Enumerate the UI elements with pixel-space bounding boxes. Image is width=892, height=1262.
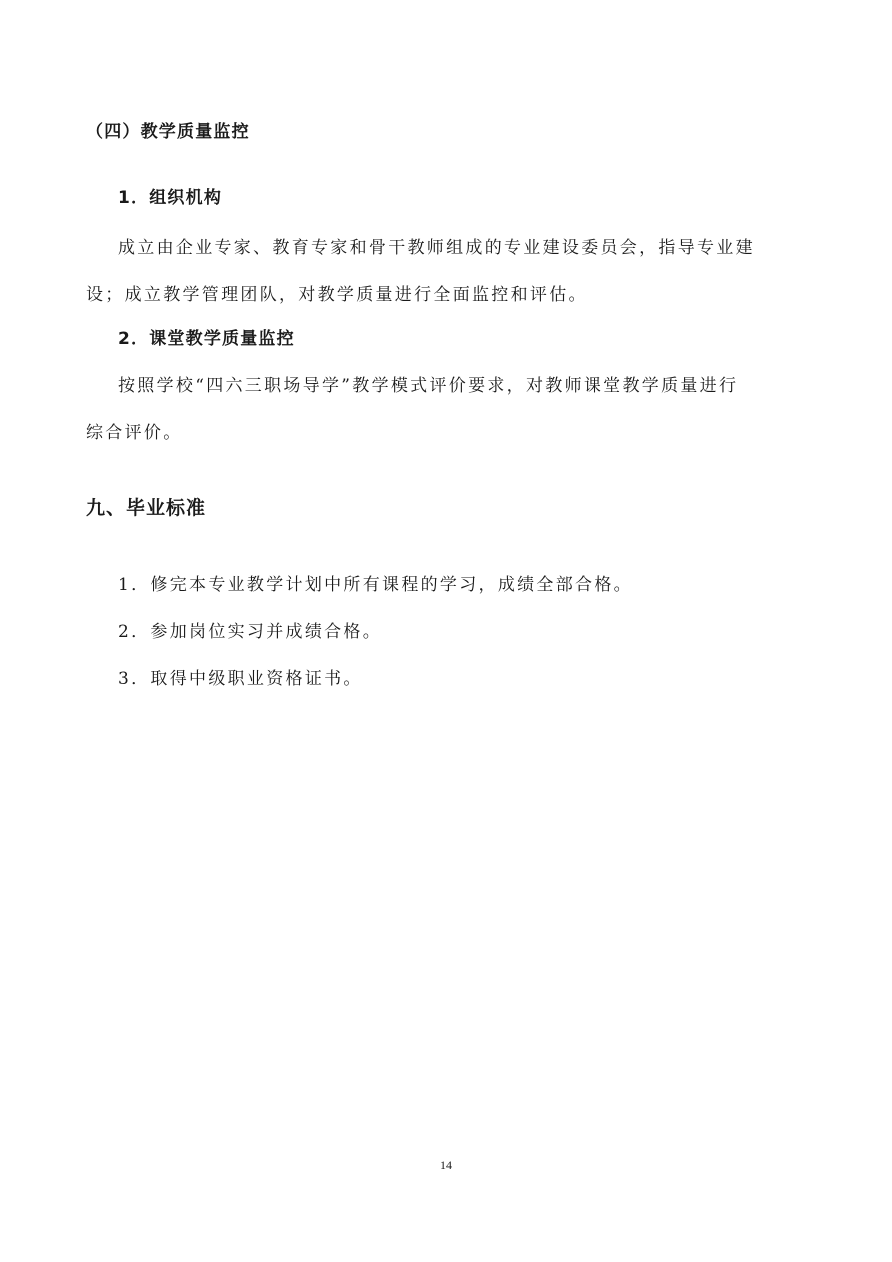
list-item-graduation-3: 3．取得中级职业资格证书。 <box>118 669 363 689</box>
subsection-heading-classroom-quality: 2．课堂教学质量监控 <box>118 329 295 349</box>
paragraph-organization-line-1: 成立由企业专家、教育专家和骨干教师组成的专业建设委员会，指导专业建 <box>118 238 755 258</box>
list-item-graduation-2: 2．参加岗位实习并成绩合格。 <box>118 622 383 642</box>
paragraph-classroom-quality-line-1: 按照学校“四六三职场导学”教学模式评价要求，对教师课堂教学质量进行 <box>118 376 739 396</box>
subsection-heading-organization: 1．组织机构 <box>118 188 223 208</box>
paragraph-classroom-quality-line-2: 综合评价。 <box>86 423 183 443</box>
paragraph-organization-line-2: 设；成立教学管理团队，对教学质量进行全面监控和评估。 <box>86 285 588 305</box>
list-item-graduation-1: 1．修完本专业教学计划中所有课程的学习，成绩全部合格。 <box>118 575 633 595</box>
section-heading-graduation-standards: 九、毕业标准 <box>86 497 207 519</box>
section-heading-teaching-quality-monitoring: （四）教学质量监控 <box>86 122 250 142</box>
page-number: 14 <box>440 1158 452 1172</box>
